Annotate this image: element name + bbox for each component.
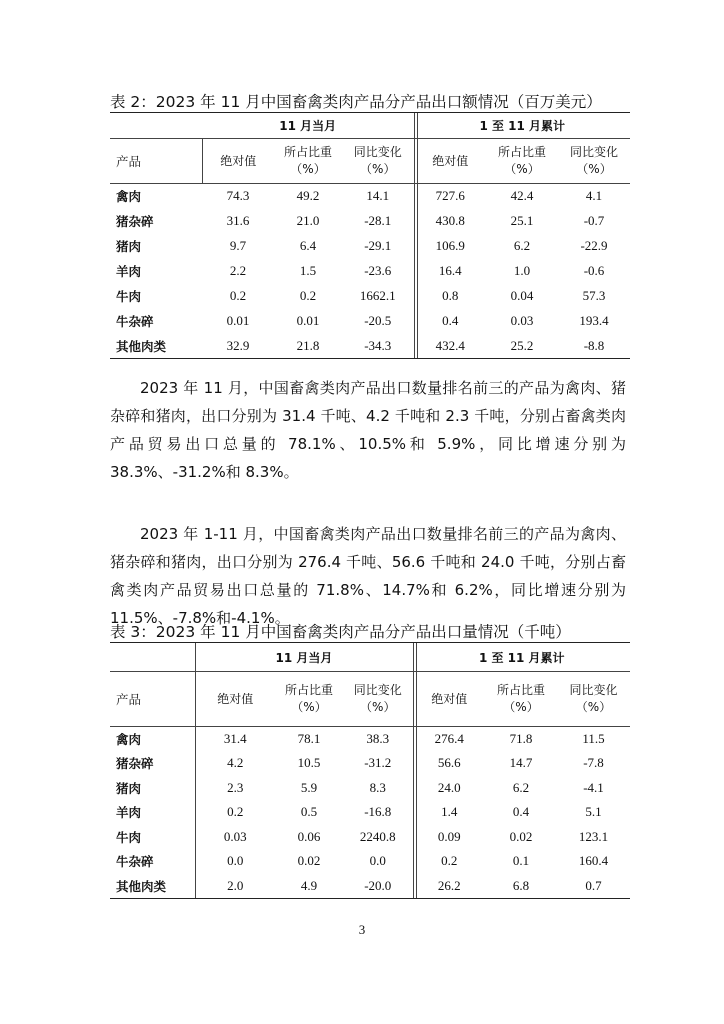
- row-product-name: 猪杂碎: [116, 214, 154, 229]
- table-cell: 25.2: [486, 334, 558, 359]
- table-cell: 430.8: [414, 209, 486, 234]
- table-cell: -23.6: [364, 263, 392, 278]
- header-label: 绝对值: [431, 691, 468, 706]
- table3-col-yoy-cum: [557, 672, 630, 727]
- paragraph-cumulative: [110, 520, 626, 632]
- table-row: [110, 284, 630, 309]
- table-cell: 31.4: [195, 727, 275, 752]
- header-unit: （%）: [360, 700, 396, 714]
- table2-group-current-month: 11 月当月: [202, 113, 414, 139]
- header-unit: （%）: [576, 162, 612, 176]
- row-product-name: 其他肉类: [110, 874, 195, 899]
- table-cell: 2.3: [195, 776, 275, 801]
- table-cell: 5.9: [300, 779, 318, 795]
- table-row: [110, 259, 630, 284]
- table-cell: 31.6: [226, 213, 250, 228]
- table-cell: -7.8: [583, 755, 604, 771]
- table-cell: 2240.8: [359, 828, 396, 844]
- table2-col-share-cum: [486, 139, 558, 184]
- table-cell: 276.4: [413, 727, 485, 752]
- table-cell: -0.7: [583, 213, 605, 228]
- table-cell: 0.2: [299, 288, 317, 303]
- table-cell: 0.1: [512, 853, 530, 869]
- header-label: 所占比重: [497, 145, 546, 159]
- table-cell: -28.1: [364, 213, 392, 228]
- table2-col-product: 产品: [110, 139, 202, 184]
- table-cell: 4.2: [195, 751, 275, 776]
- table-cell: 1.4: [413, 800, 485, 825]
- table-cell: 0.2: [229, 288, 247, 303]
- table-cell: -4.1: [583, 779, 604, 795]
- header-label: 绝对值: [220, 153, 257, 168]
- table2-col-share: [274, 139, 342, 184]
- table-cell: 0.02: [297, 853, 321, 869]
- table-cell: -20.5: [364, 313, 392, 328]
- table2-col-abs: [202, 139, 274, 184]
- row-product-name: 猪肉: [116, 780, 142, 796]
- header-label: 绝对值: [217, 691, 254, 706]
- table-cell: 56.6: [413, 751, 485, 776]
- table-cell: 0.06: [297, 828, 321, 844]
- paragraph-monthly: [110, 374, 626, 486]
- table-cell: 78.1: [275, 727, 343, 752]
- table-row: [110, 776, 630, 801]
- table3-col-product: 产品: [110, 672, 195, 727]
- table-cell: 123.1: [578, 828, 609, 844]
- paragraph-text: 2023 年 11 月，中国畜禽类肉产品出口数量排名前三的产品为禽肉、猪杂碎和猪肉，出口分别为 31.4 千吨、4.2 千吨和 2.3 千吨，分别占畜禽类肉产品贸易出口总量的 78.1%、10.5%和 5.9%，同比增速分别为 38.3%、-31.2%和 8.3%。: [110, 379, 626, 481]
- table-row: [110, 800, 630, 825]
- table-cell: 0.02: [509, 828, 533, 844]
- row-product-name: 猪杂碎: [116, 756, 154, 772]
- table3-col-yoy: [343, 672, 413, 727]
- table-cell: 74.3: [202, 184, 274, 209]
- table-cell: 0.03: [510, 313, 534, 328]
- table-cell: 0.2: [195, 800, 275, 825]
- table-cell: 16.4: [414, 259, 486, 284]
- row-product-name: 牛肉: [116, 289, 142, 304]
- table-cell: 0.4: [414, 309, 486, 334]
- table-cell: 106.9: [414, 234, 486, 259]
- table2: [110, 112, 630, 359]
- header-unit: （%）: [290, 162, 326, 176]
- table-cell: -20.0: [343, 874, 413, 899]
- table2-group-cumulative: 1 至 11 月累计: [414, 113, 630, 139]
- table-cell: 0.09: [413, 825, 485, 850]
- table-cell: 0.2: [413, 849, 485, 874]
- table2-col-yoy-cum: [558, 139, 630, 184]
- table-row: [110, 209, 630, 234]
- table-cell: 0.8: [414, 284, 486, 309]
- table-cell: 21.8: [274, 334, 342, 359]
- table3-col-share-cum: [485, 672, 557, 727]
- table-row: [110, 309, 630, 334]
- table-cell: 0.01: [226, 313, 250, 328]
- table-cell: -34.3: [342, 334, 414, 359]
- table-cell: 160.4: [578, 853, 609, 869]
- table3-col-share: [275, 672, 343, 727]
- table-cell: 1.5: [299, 263, 317, 278]
- table-cell: 0.7: [557, 874, 630, 899]
- row-product-name: 牛杂碎: [116, 314, 154, 329]
- table-cell: 25.1: [510, 213, 534, 228]
- header-label: 所占比重: [496, 683, 545, 697]
- table-row: [110, 234, 630, 259]
- table-cell: 11.5: [557, 727, 630, 752]
- table3-col-abs-cum: [413, 672, 485, 727]
- row-product-name: 羊肉: [116, 805, 142, 821]
- table-cell: -22.9: [580, 238, 608, 253]
- table-row: [110, 184, 630, 209]
- table-cell: 1662.1: [359, 288, 396, 303]
- table-row: [110, 334, 630, 359]
- table-cell: 0.0: [195, 849, 275, 874]
- table2-caption: 表 2：2023 年 11 月中国畜禽类肉产品分产品出口额情况（百万美元）: [110, 93, 602, 111]
- table-cell: 6.2: [513, 238, 531, 253]
- table-cell: 6.4: [299, 238, 317, 253]
- table-cell: 0.0: [369, 853, 386, 869]
- row-product-name: 禽肉: [110, 727, 195, 752]
- table-cell: 57.3: [582, 288, 606, 303]
- table-cell: 1.0: [513, 263, 531, 278]
- header-unit: （%）: [504, 162, 540, 176]
- table-cell: 0.5: [300, 804, 318, 820]
- row-product-name: 猪肉: [116, 239, 142, 254]
- table-cell: 0.03: [195, 825, 275, 850]
- table-cell: 727.6: [414, 184, 486, 209]
- table-cell: 38.3: [343, 727, 413, 752]
- table-cell: 2.2: [229, 263, 247, 278]
- table-cell: 71.8: [485, 727, 557, 752]
- table-cell: 4.9: [275, 874, 343, 899]
- table-cell: 6.8: [485, 874, 557, 899]
- header-label: 同比变化: [353, 683, 402, 697]
- table3: [110, 642, 630, 899]
- table-row: [110, 727, 630, 752]
- table-cell: 4.1: [558, 184, 630, 209]
- header-label: 同比变化: [569, 683, 618, 697]
- paragraph-text: 2023 年 1-11 月，中国畜禽类肉产品出口数量排名前三的产品为禽肉、猪杂碎和猪肉，出口分别为 276.4 千吨、56.6 千吨和 24.0 千吨，分别占畜禽类肉产品贸易出口总量的 71.8%、14.7%和 6.2%，同比增速分别为 11.5%、-7.8%和-4.1%。: [110, 525, 626, 627]
- table3-group-cumulative: 1 至 11 月累计: [413, 643, 630, 672]
- table-cell: -8.8: [558, 334, 630, 359]
- table3-group-current-month: 11 月当月: [195, 643, 413, 672]
- table-cell: 432.4: [414, 334, 486, 359]
- table-cell: 193.4: [579, 313, 609, 328]
- header-unit: （%）: [503, 700, 539, 714]
- table-cell: 26.2: [413, 874, 485, 899]
- header-label: 绝对值: [432, 153, 469, 168]
- row-product-name: 禽肉: [110, 184, 202, 209]
- table3-caption: 表 3：2023 年 11 月中国畜禽类肉产品分产品出口量情况（千吨）: [110, 623, 571, 641]
- table-cell: 8.3: [369, 779, 386, 795]
- table-cell: 0.04: [510, 288, 534, 303]
- header-label: 所占比重: [284, 683, 333, 697]
- row-product-name: 羊肉: [116, 264, 142, 279]
- table-row: [110, 874, 630, 899]
- row-product-name: 牛杂碎: [116, 854, 154, 870]
- header-unit: （%）: [360, 162, 396, 176]
- table-cell: 32.9: [202, 334, 274, 359]
- table-cell: 14.7: [509, 755, 533, 771]
- table-cell: -31.2: [364, 755, 392, 771]
- table-cell: 10.5: [297, 755, 321, 771]
- table-cell: 0.4: [512, 804, 530, 820]
- table-cell: 14.1: [342, 184, 414, 209]
- header-label: 同比变化: [353, 145, 402, 159]
- table-cell: 49.2: [274, 184, 342, 209]
- table-cell: 6.2: [512, 779, 530, 795]
- table2-col-yoy: [342, 139, 414, 184]
- table-cell: 2.0: [195, 874, 275, 899]
- table-cell: 9.7: [229, 238, 247, 253]
- table-cell: -29.1: [364, 238, 392, 253]
- table-cell: -0.6: [583, 263, 605, 278]
- table-cell: 42.4: [486, 184, 558, 209]
- header-label: 所占比重: [283, 145, 332, 159]
- table-cell: 0.01: [296, 313, 320, 328]
- table-row: [110, 751, 630, 776]
- table-row: [110, 849, 630, 874]
- table3-col-abs: [195, 672, 275, 727]
- row-product-name: 牛肉: [116, 829, 142, 845]
- table-cell: -16.8: [364, 804, 392, 820]
- row-product-name: 其他肉类: [110, 334, 202, 359]
- table-cell: 24.0: [413, 776, 485, 801]
- table-cell: 21.0: [296, 213, 320, 228]
- header-unit: （%）: [291, 700, 327, 714]
- header-label: 同比变化: [569, 145, 618, 159]
- page-number: 3: [358, 922, 366, 937]
- table2-col-abs-cum: [414, 139, 486, 184]
- table-row: [110, 825, 630, 850]
- table-cell: 5.1: [585, 804, 602, 820]
- header-unit: （%）: [575, 700, 612, 714]
